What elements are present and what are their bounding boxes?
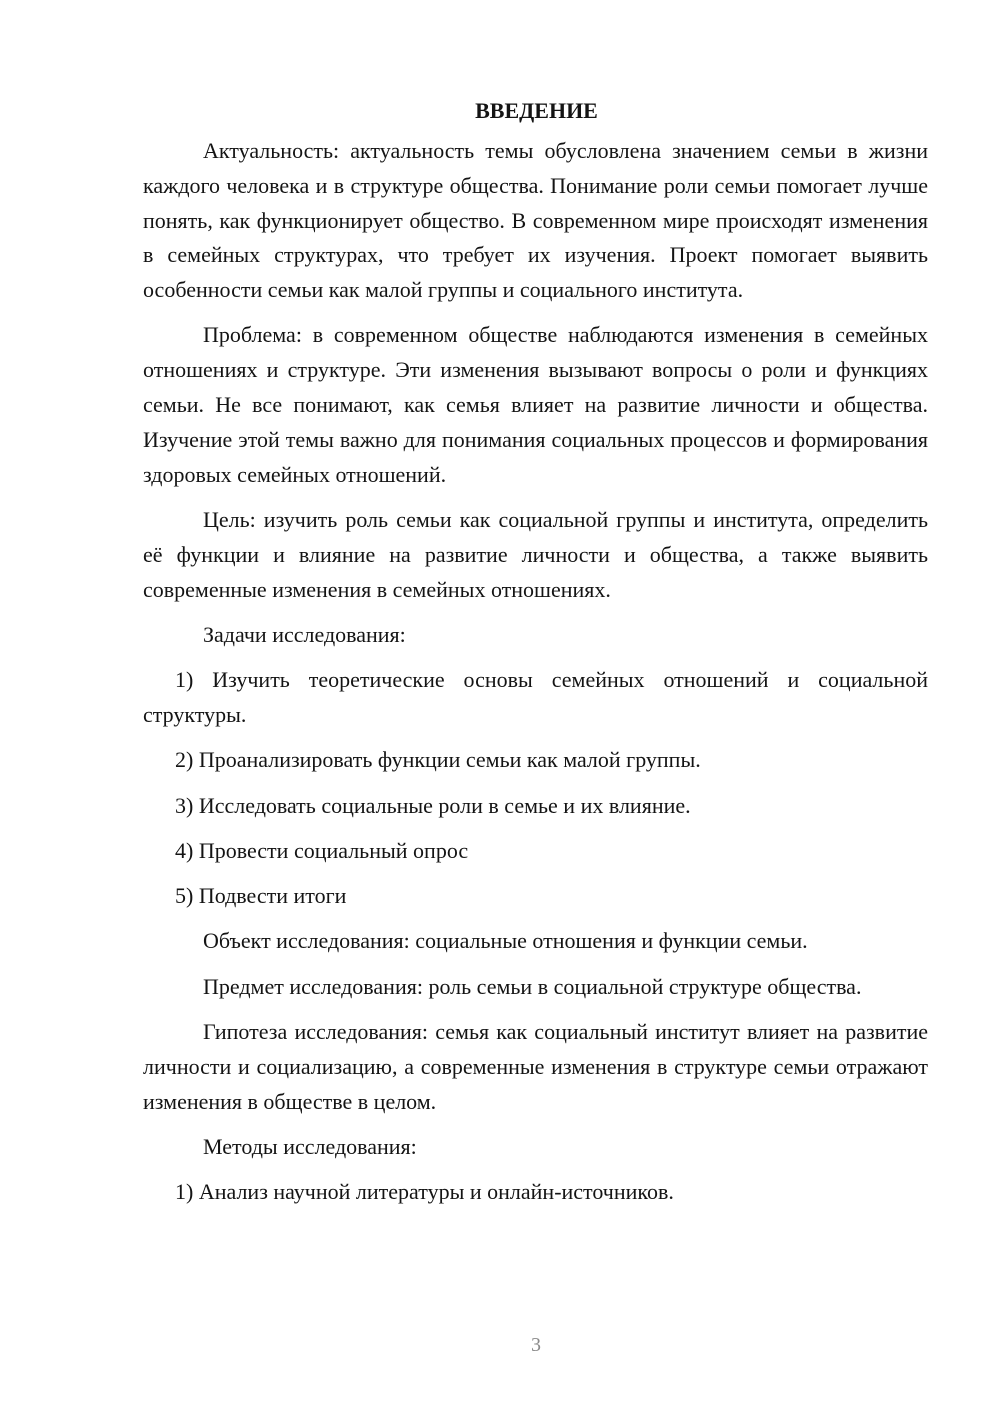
page-number: 3 (531, 1334, 541, 1356)
task-item-3: 3) Исследовать социальные роли в семье и их влияние. (175, 792, 691, 818)
methods-heading: Методы исследования: (203, 1133, 417, 1159)
task-item-1: 1) Изучить теоретические основы семейных отношений и социальной структуры. (143, 667, 928, 727)
problem-paragraph: Проблема: в современном обществе наблюдаются изменения в семейных отношениях и структуре. Эти изменения вызывают вопросы о роли и функциях семьи. Не все понимают, как семья влияет на развитие личности и общества. Изучение этой темы важно для понимания социальных процессов и формирования здоровых семейных отношений. (143, 322, 928, 487)
goal-paragraph: Цель: изучить роль семьи как социальной группы и института, определить её функции и влияние на развитие личности и общества, а также выявить современные изменения в семейных отношениях. (143, 506, 928, 602)
subject-paragraph: Предмет исследования: роль семьи в социальной структуре общества. (203, 973, 862, 999)
task-item-2: 2) Проанализировать функции семьи как малой группы. (175, 747, 701, 773)
task-item-4: 4) Провести социальный опрос (175, 837, 469, 863)
tasks-heading: Задачи исследования: (203, 621, 406, 647)
page-title: ВВЕДЕНИЕ (475, 98, 598, 123)
page-body (143, 92, 928, 1221)
task-item-5: 5) Подвести итоги (175, 883, 347, 909)
relevance-paragraph: Актуальность: актуальность темы обусловлена значением семьи в жизни каждого человека и в структуре общества. Понимание роли семьи помогает лучше понять, как функционирует общество. В современном мире происходят изменения в семейных структурах, что требует их изучения. Проект помогает выявить особенности семьи как малой группы и социального института. (143, 138, 928, 303)
method-item-1: 1) Анализ научной литературы и онлайн-источников. (175, 1179, 674, 1205)
hypothesis-paragraph: Гипотеза исследования: семья как социальный институт влияет на развитие личности и социализацию, а современные изменения в структуре семьи отражают изменения в обществе в целом. (143, 1019, 928, 1114)
object-paragraph: Объект исследования: социальные отношения и функции семьи. (203, 928, 808, 954)
